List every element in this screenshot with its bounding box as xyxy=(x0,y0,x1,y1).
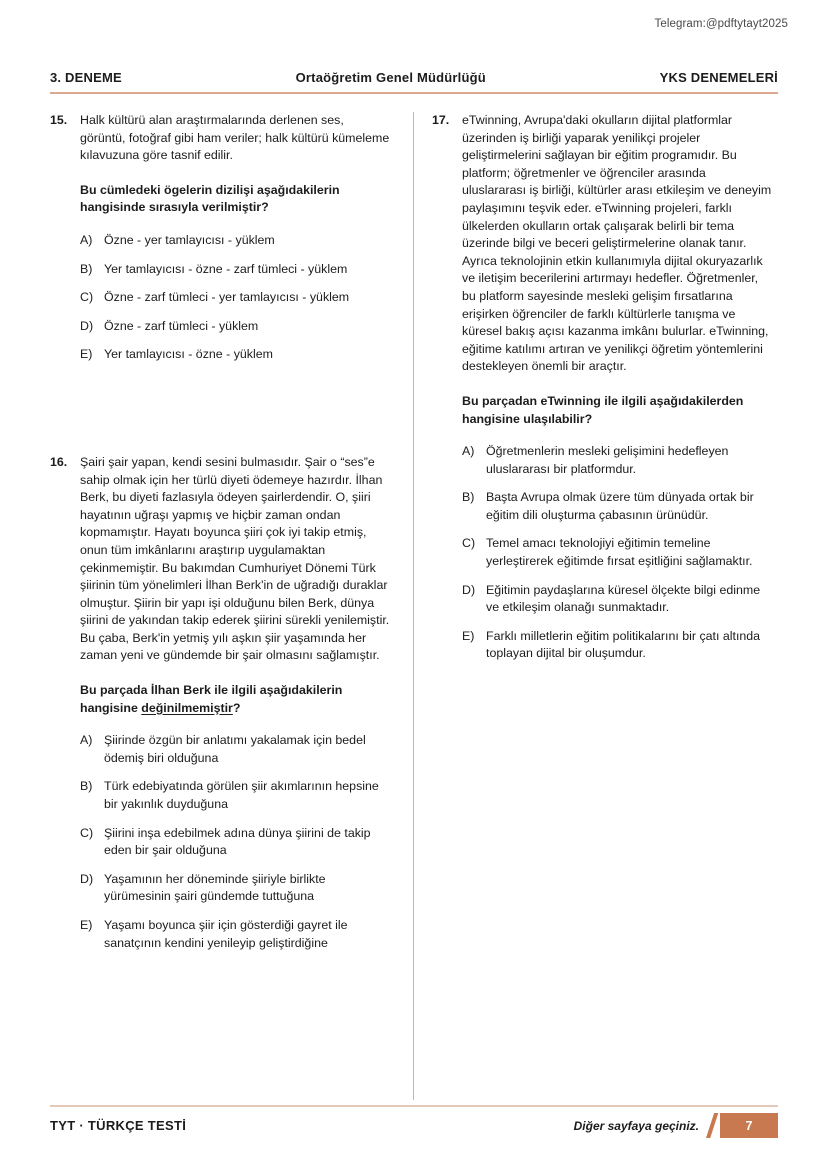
header-series-label: YKS DENEMELERİ xyxy=(659,70,778,85)
option-letter: D) xyxy=(80,871,94,886)
option-15-b[interactable] xyxy=(80,261,390,279)
header-exam-label: 3. DENEME xyxy=(50,70,122,85)
question-15 xyxy=(50,112,390,364)
question-16-stem-part1: Bu parçada İlhan Berk ile ilgili aşağıdakilerin hangisine xyxy=(80,683,343,715)
left-column xyxy=(50,112,390,952)
option-16-c[interactable] xyxy=(80,825,390,860)
question-16-stem-part2: ? xyxy=(232,700,241,715)
question-15-passage: Halk kültürü alan araştırmalarında derlenen ses, görüntü, fotoğraf gibi ham veriler; halk kültürü kümeleme kılavuzuna göre tasnif edilir. xyxy=(80,113,390,163)
right-column xyxy=(432,112,772,663)
option-15-c[interactable] xyxy=(80,289,390,307)
telegram-watermark: Telegram:@pdftytayt2025 xyxy=(654,18,788,30)
column-divider xyxy=(413,112,414,1100)
option-letter: C) xyxy=(80,825,94,840)
page-number-badge: 7 xyxy=(720,1113,778,1138)
option-letter: B) xyxy=(80,779,93,794)
option-text: Şiirinde özgün bir anlatımı yakalamak için bedel ödemiş biri olduğuna xyxy=(104,733,366,765)
footer-page-area xyxy=(574,1113,778,1138)
content-columns xyxy=(0,112,828,1097)
option-text: Başta Avrupa olmak üzere tüm dünyada ortak bir eğitim dili oluşturma çabasının ürünüdür. xyxy=(486,490,754,522)
question-16-stem xyxy=(80,682,390,717)
option-letter: B) xyxy=(80,261,93,276)
option-16-e[interactable] xyxy=(80,917,390,952)
question-15-options xyxy=(80,232,390,364)
question-16 xyxy=(50,454,390,952)
option-letter: C) xyxy=(462,536,476,551)
option-17-d[interactable] xyxy=(462,582,772,617)
question-16-stem-emphasis: değinilmemiştir xyxy=(141,700,233,715)
footer-continue-note: Diğer sayfaya geçiniz. xyxy=(573,1118,699,1133)
option-text: Yer tamlayıcısı - özne - zarf tümleci - yüklem xyxy=(104,261,348,276)
question-17-passage: eTwinning, Avrupa'daki okulların dijital platformlar üzerinden iş birliği yaparak yenilikçi projeler geliştirmelerini sağlayan bir eğitim programıdır. Bu platform; öğretmenler ve öğrenciler arasında uluslararası iş birliği, kültürler arası etkileşim ve deneyim paylaşımını teşvik eder. eTwinning projeleri, farklı ülkelerden okulların ortak çalışarak belirli bir tema üzerinde bilgi ve beceri geliştirmelerine olanak tanır. Ayrıca teknolojinin etkin kullanımıyla dijital okuryazarlık ve iletişim becerilerini artırmayı hedefler. Öğretmenler, bu platform sayesinde mesleki gelişim fırsatlarına erişirken öğrenciler de farklı kültürlerle tanışma ve küresel bakış açısı kazanma imkânı bulurlar. eTwinning, eğitime katılımı artıran ve yenilikçi öğretim yöntemlerini destekleyen önemli bir araçtır. xyxy=(462,113,772,374)
option-letter: D) xyxy=(462,582,476,597)
option-16-d[interactable] xyxy=(80,871,390,906)
option-letter: A) xyxy=(80,232,93,247)
question-17-stem: Bu parçadan eTwinning ile ilgili aşağıdakilerden hangisine ulaşılabilir? xyxy=(462,393,744,426)
option-text: Özne - zarf tümleci - yer tamlayıcısı - yüklem xyxy=(104,290,350,305)
option-text: Temel amacı teknolojiyi eğitimin temeline yerleştirerek eğitimde fırsat eşitliğini sağlamaktır. xyxy=(486,536,753,569)
option-text: Eğitimin paydaşlarına küresel ölçekte bilgi edinme ve etkileşim olanağı sunmaktadır. xyxy=(486,582,761,615)
header-divider-rule xyxy=(50,92,778,94)
question-17-options xyxy=(462,443,772,663)
option-17-c[interactable] xyxy=(462,535,772,570)
option-letter: A) xyxy=(80,733,93,748)
option-letter: A) xyxy=(462,444,475,459)
badge-slash-icon xyxy=(706,1113,720,1138)
footer-divider-rule xyxy=(50,1105,778,1107)
question-17 xyxy=(432,112,772,663)
option-text: Özne - zarf tümleci - yüklem xyxy=(104,318,259,333)
question-spacer xyxy=(50,364,390,454)
question-16-number: 16. xyxy=(50,454,68,469)
option-17-e[interactable] xyxy=(462,628,772,663)
option-letter: D) xyxy=(80,318,94,333)
option-letter: B) xyxy=(462,490,475,505)
option-text: Farklı milletlerin eğitim politikalarını bir çatı altında toplayan dijital bir oluşumdur. xyxy=(486,628,761,661)
option-text: Yer tamlayıcısı - özne - yüklem xyxy=(104,347,273,362)
question-16-passage: Şairi şair yapan, kendi sesini bulmasıdır. Şair o “ses”e sahip olmak için her türlü diyeti ödemeye hazırdır. İlhan Berk, bu diyeti fazlasıyla ödeyen şairlerdendir. O, şiiri hayatının uğraşı yapmış ve hiçbir zaman ondan kopmamıştır. Hayatı boyunca şiiri çok iyi takip etmiş, onun tüm imkânlarını araştırıp uygulamaktan çekinmemiştir. Bu bakımdan Cumhuriyet Dönemi Türk şiirinin tüm yönelimleri İlhan Berk'in de uğradığı duraklar olmuştur. Şiirin bir yapı işi olduğunu bilen Berk, dünya şiirini de yakından takip ederek şiirini sürekli yenilemiştir. Bu çaba, Berk'in yetmiş yılı aşkın şiir yaşamında her zaman yeni ve gündemde bir şair olmasını sağlamıştır. xyxy=(80,454,390,663)
question-16-options xyxy=(80,732,390,952)
page-footer xyxy=(50,1105,778,1147)
option-text: Şiirini inşa edebilmek adına dünya şiirini de takip eden bir şair olduğuna xyxy=(104,825,371,858)
question-15-stem: Bu cümledeki ögelerin dizilişi aşağıdakilerin hangisinde sırasıyla verilmiştir? xyxy=(80,182,340,215)
option-letter: E) xyxy=(80,918,93,932)
question-17-number: 17. xyxy=(432,113,450,127)
option-15-d[interactable] xyxy=(80,318,390,336)
option-text: Yaşamının her döneminde şiiriyle birlikte yürümesinin şairi gündemde tuttuğuna xyxy=(104,871,326,904)
option-17-b[interactable] xyxy=(462,489,772,524)
option-letter: E) xyxy=(462,628,475,643)
page-header xyxy=(50,70,778,96)
option-text: Yaşamı boyunca şiir için gösterdiği gayret ile sanatçının kendini yenileyip geliştirdiğine xyxy=(104,918,348,950)
option-16-a[interactable] xyxy=(80,732,390,767)
option-text: Özne - yer tamlayıcısı - yüklem xyxy=(104,232,275,247)
option-15-a[interactable] xyxy=(80,232,390,250)
option-letter: C) xyxy=(80,290,94,305)
header-institution: Ortaöğretim Genel Müdürlüğü xyxy=(295,70,486,85)
option-text: Türk edebiyatında görülen şiir akımlarının hepsine bir yakınlık duyduğuna xyxy=(104,779,379,812)
question-15-number: 15. xyxy=(50,113,68,127)
option-letter: E) xyxy=(80,347,93,362)
option-text: Öğretmenlerin mesleki gelişimini hedefleyen uluslararası bir platformdur. xyxy=(486,444,729,476)
option-17-a[interactable] xyxy=(462,443,772,478)
option-16-b[interactable] xyxy=(80,778,390,813)
option-15-e[interactable] xyxy=(80,346,390,364)
footer-test-name: TYT · TÜRKÇE TESTİ xyxy=(50,1118,187,1133)
